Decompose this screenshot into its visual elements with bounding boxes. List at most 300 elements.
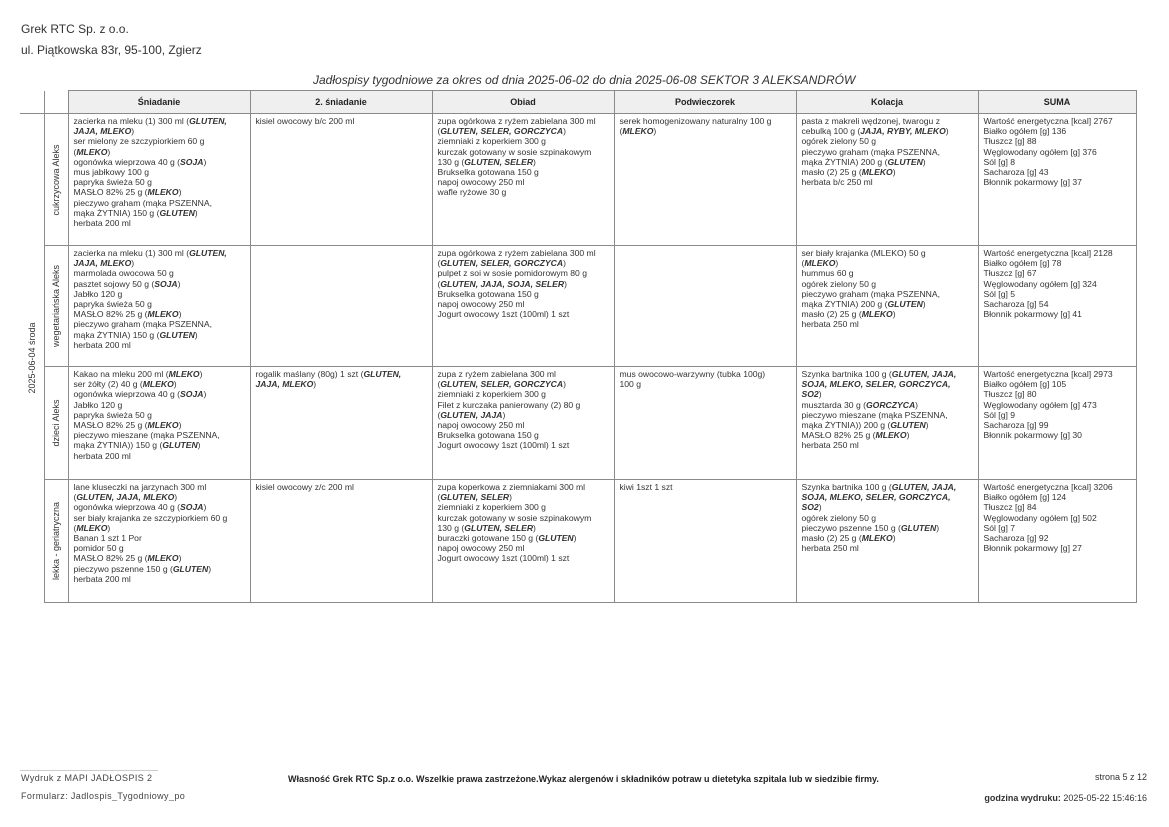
cell-text: Brukselka gotowana 150 g <box>437 288 539 299</box>
cell-line <box>802 379 974 389</box>
cell-line <box>984 410 1132 420</box>
cell-text: herbata b/c 250 ml <box>801 177 873 188</box>
diet-label: cukrzycowa Aleks <box>51 143 61 216</box>
column-header-breakfast: Śniadanie <box>68 91 250 114</box>
cell-line <box>74 420 246 430</box>
cell-text: ) <box>178 309 182 320</box>
cell-text: ) <box>818 502 822 513</box>
cell-text: Białko ogółem [g] 136 <box>983 126 1067 137</box>
cell-line <box>438 543 610 553</box>
allergen-text: MLEKO <box>147 553 179 564</box>
cell-text: Szynka bartnika 100 g ( <box>801 369 892 379</box>
cell-text: lane kluseczki na jarzynach 300 ml <box>73 482 207 492</box>
cell-text: Sacharoza [g] 99 <box>983 420 1049 431</box>
cell-line <box>74 410 246 420</box>
allergen-text: SO2 <box>801 389 819 400</box>
cell-line <box>438 379 610 389</box>
allergen-text: GLUTEN, JAJA, <box>891 482 957 492</box>
cell-line <box>984 147 1132 157</box>
allergen-text: MLEKO <box>804 258 836 269</box>
diet-label: lekka - geriatryczna <box>51 501 61 581</box>
cell-line <box>984 430 1132 440</box>
cell-text: Błonnik pokarmowy [g] 41 <box>983 309 1082 320</box>
cell-text: kisiel owocowy b/c 200 ml <box>255 116 355 126</box>
cell-text: serek homogenizowany naturalny 100 g <box>619 116 772 126</box>
column-header-second-breakfast: 2. śniadanie <box>250 91 432 114</box>
diet-label-cell <box>44 246 68 367</box>
cell-text: ) <box>653 126 657 137</box>
cell-text: Białko ogółem [g] 105 <box>983 379 1067 390</box>
cell-text: napoj owocowy 250 ml <box>437 420 525 431</box>
cell-line <box>438 523 610 533</box>
print-time-value: 2025-05-22 15:46:16 <box>1063 793 1147 803</box>
cell-line <box>438 513 610 523</box>
cell-text: ) <box>563 379 566 390</box>
column-header-lunch: Obiad <box>432 91 614 114</box>
cell-text: ) <box>174 492 178 503</box>
cell-text: 100 g <box>619 379 642 390</box>
allergen-text: SO2 <box>801 502 819 513</box>
meal-cell-afternoon-snack <box>614 367 796 480</box>
allergen-text: GLUTEN <box>887 156 923 167</box>
allergen-text: GLUTEN, <box>189 248 227 258</box>
allergen-text: JAJA, MLEKO <box>73 126 132 137</box>
diet-label-cell <box>44 114 68 246</box>
cell-text: Wartość energetyczna [kcal] 2973 <box>983 369 1113 379</box>
cell-text: ) <box>892 309 896 320</box>
cell-line <box>74 502 246 512</box>
allergen-text: MLEKO <box>622 126 654 137</box>
cell-text: Sacharoza [g] 43 <box>983 167 1049 178</box>
cell-line <box>438 430 610 440</box>
cell-text: ( <box>73 146 77 157</box>
cell-text: zacierka na mleku (1) 300 ml ( <box>73 248 190 258</box>
cell-text: ( <box>437 492 441 503</box>
allergen-text: MLEKO <box>147 187 179 198</box>
column-header-dinner: Kolacja <box>796 91 978 114</box>
cell-text: zupa ogórkowa z ryżem zabielana 300 ml <box>437 116 596 126</box>
cell-line <box>802 482 974 492</box>
cell-text: ) <box>203 156 207 167</box>
cell-line <box>802 543 974 553</box>
cell-line <box>74 492 246 502</box>
cell-text: pieczywo graham (mąka PSZENNA, <box>73 197 212 208</box>
cell-text: Kakao na mleku 200 ml ( <box>73 369 169 379</box>
footer-divider <box>20 770 158 771</box>
cell-text: masło (2) 25 g ( <box>801 533 862 544</box>
cell-line <box>984 482 1132 492</box>
cell-line <box>74 268 246 278</box>
meal-cell-afternoon-snack <box>614 114 796 246</box>
allergen-text: GLUTEN, SELER, GORCZYCA <box>440 379 564 390</box>
cell-text: herbata 200 ml <box>73 573 131 584</box>
cell-text: ) <box>936 522 940 533</box>
cell-line <box>74 167 246 177</box>
cell-text: pulpet z soi w sosie pomidorowym 80 g <box>437 268 588 279</box>
cell-line <box>984 389 1132 399</box>
cell-line <box>74 389 246 399</box>
cell-line <box>438 258 610 268</box>
cell-line <box>74 198 246 208</box>
cell-text: ) <box>203 502 207 513</box>
printout-source: Wydruk z MAPI JADŁOSPIS 2 <box>21 773 153 783</box>
cell-line <box>802 147 974 157</box>
cell-text: ser żółty (2) 40 g ( <box>73 379 143 390</box>
allergen-text: GLUTEN, SELER, GORCZYCA <box>440 258 564 269</box>
cell-text: Szynka bartnika 100 g ( <box>801 482 892 492</box>
cell-text: ) <box>892 533 896 544</box>
cell-text: Tłuszcz [g] 84 <box>983 502 1037 513</box>
cell-text: ) <box>197 440 201 451</box>
cell-text: Tłuszcz [g] 67 <box>983 268 1037 279</box>
cell-line <box>984 268 1132 278</box>
cell-text: ) <box>922 156 926 167</box>
allergen-text: MLEKO <box>168 369 200 379</box>
cell-line <box>802 502 974 512</box>
cell-text: pieczywo mieszane (mąka PSZENNA, <box>801 409 948 420</box>
cell-text: ) <box>177 278 181 289</box>
allergen-text: GLUTEN, <box>363 369 402 379</box>
cell-text: ( <box>437 126 441 137</box>
cell-text: pasta z makreli wędzonej, twarogu z <box>801 116 941 126</box>
cell-text: ( <box>437 409 441 420</box>
cell-line <box>74 440 246 450</box>
cell-text: napoj owocowy 250 ml <box>437 299 525 310</box>
meal-cell-breakfast <box>68 114 250 246</box>
allergen-text: MLEKO <box>861 167 893 178</box>
cell-text: ogonówka wieprzowa 40 g ( <box>73 502 181 513</box>
cell-line <box>984 523 1132 533</box>
cell-text: ser biały krajanka (MLEKO) 50 g <box>801 248 926 258</box>
cell-line <box>74 157 246 167</box>
cell-text: wafle ryżowe 30 g <box>437 187 507 198</box>
cell-text: mąka ŻYTNIA) 200 g ( <box>801 299 888 310</box>
allergen-text: MLEKO <box>76 146 108 157</box>
meal-cell-breakfast <box>68 480 250 603</box>
cell-line <box>802 116 974 126</box>
cell-line <box>984 400 1132 410</box>
cell-line <box>802 533 974 543</box>
cell-text: herbata 250 ml <box>801 440 859 451</box>
cell-text: ) <box>203 389 207 400</box>
table-row <box>20 114 1136 246</box>
cell-text: ) <box>131 258 135 269</box>
cell-text: herbata 200 ml <box>73 339 131 350</box>
allergen-text: GLUTEN, SELER, GORCZYCA <box>440 126 564 137</box>
cell-line <box>620 116 792 126</box>
cell-text: zacierka na mleku (1) 300 ml ( <box>73 116 190 126</box>
meal-cell-lunch <box>432 114 614 246</box>
cell-line <box>984 502 1132 512</box>
cell-line <box>74 177 246 187</box>
meal-cell-breakfast <box>68 246 250 367</box>
cell-line <box>74 116 246 126</box>
allergen-text: GLUTEN <box>159 329 195 340</box>
cell-text: MASŁO 82% 25 g ( <box>73 553 148 564</box>
cell-text: ) <box>835 258 839 269</box>
cell-text: ) <box>906 430 910 441</box>
cell-text: MASŁO 82% 25 g ( <box>73 420 148 431</box>
cell-text: Banan 1 szt 1 Por <box>73 533 142 544</box>
cell-line <box>256 379 428 389</box>
nutrition-sum-cell <box>978 480 1136 603</box>
cell-line <box>984 309 1132 319</box>
cell-text: cebulką 100 g ( <box>801 126 861 137</box>
meal-cell-dinner <box>796 480 978 603</box>
cell-text: ( <box>801 258 805 269</box>
cell-text: papryka świeża 50 g <box>73 409 152 420</box>
cell-text: napoj owocowy 250 ml <box>437 543 525 554</box>
cell-text: hummus 60 g <box>801 268 854 279</box>
allergen-text: GLUTEN, JAJA <box>440 409 503 420</box>
diet-label-cell <box>44 480 68 603</box>
table-row <box>20 367 1136 480</box>
cell-line <box>256 116 428 126</box>
cell-text: ziemniaki z koperkiem 300 g <box>437 389 546 400</box>
cell-line <box>74 400 246 410</box>
cell-text: ) <box>199 369 203 379</box>
cell-line <box>438 248 610 258</box>
cell-text: mąka ŻYTNIA)) 200 g ( <box>801 420 891 431</box>
cell-line <box>438 289 610 299</box>
cell-line <box>74 309 246 319</box>
cell-text: ) <box>502 409 506 420</box>
cell-text: Jabłko 120 g <box>73 288 123 299</box>
allergen-text: SOJA <box>180 389 204 400</box>
cell-line <box>802 369 974 379</box>
meal-cell-dinner <box>796 367 978 480</box>
day-label-cell <box>20 114 44 603</box>
day-label: 2025-06-04 środa <box>26 322 37 394</box>
cell-text: mąka ŻYTNIA) 150 g ( <box>73 329 160 340</box>
page-title: Jadłospisy tygodniowe za okres od dnia 2025-06-02 do dnia 2025-06-08 SEKTOR 3 ALEKSANDRÓW <box>313 73 856 87</box>
menu-grid <box>20 90 1136 603</box>
cell-line <box>984 248 1132 258</box>
cell-text: Błonnik pokarmowy [g] 30 <box>983 430 1082 441</box>
cell-line <box>802 513 974 523</box>
cell-text: ( <box>73 492 77 503</box>
cell-line <box>984 513 1132 523</box>
allergen-text: JAJA, MLEKO <box>255 379 314 390</box>
cell-text: ( <box>619 126 623 137</box>
cell-line <box>984 543 1132 553</box>
cell-line <box>984 369 1132 379</box>
cell-text: ) <box>194 329 198 340</box>
cell-line <box>620 126 792 136</box>
cell-text: ) <box>194 207 198 218</box>
nutrition-sum-cell <box>978 246 1136 367</box>
cell-text: Wartość energetyczna [kcal] 3206 <box>983 482 1113 492</box>
cell-line <box>802 248 974 258</box>
cell-line <box>74 218 246 228</box>
cell-text: ogonówka wieprzowa 40 g ( <box>73 389 181 400</box>
cell-line <box>74 279 246 289</box>
allergen-text: GLUTEN, SELER <box>464 156 534 167</box>
cell-text: ( <box>437 278 441 289</box>
page-number: strona 5 z 12 <box>1094 772 1147 782</box>
cell-text: ) <box>573 533 577 544</box>
cell-text: zupa ogórkowa z ryżem zabielana 300 ml <box>437 248 596 258</box>
cell-text: ) <box>178 553 182 564</box>
cell-text: kurczak gotowany w sosie szpinakowym <box>437 146 592 157</box>
allergen-text: GLUTEN, JAJA, <box>891 369 957 379</box>
cell-text: marmolada owocowa 50 g <box>73 268 174 279</box>
cell-text: Błonnik pokarmowy [g] 27 <box>983 543 1082 554</box>
cell-text: Sacharoza [g] 92 <box>983 533 1049 544</box>
cell-text: ) <box>922 299 926 310</box>
cell-text: kiwi 1szt 1 szt <box>619 482 673 492</box>
cell-line <box>984 420 1132 430</box>
header-spacer <box>20 91 44 114</box>
cell-line <box>438 279 610 289</box>
allergen-text: GLUTEN <box>538 533 574 544</box>
cell-text: Tłuszcz [g] 88 <box>983 136 1037 147</box>
cell-text: pieczywo graham (mąka PSZENNA, <box>73 319 212 330</box>
cell-text: zupa z ryżem zabielana 300 ml <box>437 369 556 379</box>
cell-text: ) <box>178 187 182 198</box>
cell-line <box>74 258 246 268</box>
cell-text: ziemniaki z koperkiem 300 g <box>437 502 546 513</box>
cell-line <box>802 279 974 289</box>
cell-line <box>438 502 610 512</box>
cell-text: ) <box>313 379 317 390</box>
cell-text: Błonnik pokarmowy [g] 37 <box>983 177 1082 188</box>
cell-line <box>984 379 1132 389</box>
cell-line <box>74 147 246 157</box>
header-row <box>20 91 1136 114</box>
allergen-text: SOJA, MLEKO, SELER, GORCZYCA, <box>801 492 951 503</box>
cell-text: Sól [g] 5 <box>983 288 1016 299</box>
cell-text: zupa koperkowa z ziemniakami 300 ml <box>437 482 586 492</box>
cell-text: ser mielony ze szczypiorkiem 60 g <box>73 136 205 147</box>
cell-text: ogórek zielony 50 g <box>801 278 877 289</box>
cell-line <box>438 177 610 187</box>
print-time <box>984 793 1147 803</box>
cell-text: ) <box>107 522 111 533</box>
allergen-text: JAJA, RYBY, MLEKO <box>860 126 946 137</box>
cell-text: buraczki gotowane 150 g ( <box>437 533 539 544</box>
cell-text: ) <box>925 420 929 431</box>
cell-text: Jogurt owocowy 1szt (100ml) 1 szt <box>437 440 570 451</box>
cell-text: ) <box>892 167 896 178</box>
cell-text: ) <box>509 492 513 503</box>
cell-text: Białko ogółem [g] 78 <box>983 258 1062 269</box>
cell-text: ) <box>107 146 111 157</box>
cell-text: Filet z kurczaka panierowany (2) 80 g <box>437 399 581 410</box>
nutrition-sum-cell <box>978 114 1136 246</box>
cell-line <box>802 157 974 167</box>
cell-line <box>74 136 246 146</box>
cell-text: Sacharoza [g] 54 <box>983 299 1049 310</box>
header-spacer <box>44 91 68 114</box>
allergen-text: SOJA <box>180 156 204 167</box>
cell-line <box>620 369 792 379</box>
cell-text: herbata 250 ml <box>801 319 859 330</box>
cell-line <box>74 379 246 389</box>
cell-text: papryka świeża 50 g <box>73 177 152 188</box>
cell-text: mąka ŻYTNIA)) 150 g ( <box>73 440 163 451</box>
allergen-text: GLUTEN <box>162 440 198 451</box>
cell-line <box>984 177 1132 187</box>
meal-cell-second-breakfast <box>250 246 432 367</box>
meal-cell-dinner <box>796 114 978 246</box>
cell-line <box>74 564 246 574</box>
diet-label: dzieci Aleks <box>51 399 61 447</box>
cell-line <box>984 299 1132 309</box>
cell-text: pieczywo graham (mąka PSZENNA, <box>801 146 940 157</box>
cell-line <box>802 268 974 278</box>
cell-text: ) <box>818 389 822 400</box>
diet-label: wegetariańska Aleks <box>51 264 61 348</box>
cell-line <box>438 440 610 450</box>
nutrition-sum-cell <box>978 367 1136 480</box>
cell-text: mus jabłkowy 100 g <box>73 167 149 178</box>
cell-line <box>438 126 610 136</box>
cell-line <box>438 147 610 157</box>
cell-text: ogonówka wieprzowa 40 g ( <box>73 156 181 167</box>
cell-line <box>438 482 610 492</box>
form-name: Formularz: Jadlospis_Tygodniowy_po <box>21 791 186 801</box>
allergen-text: GLUTEN <box>159 207 195 218</box>
cell-text: Węglowodany ogółem [g] 376 <box>983 146 1097 157</box>
cell-text: MASŁO 82% 25 g ( <box>73 187 148 198</box>
allergen-text: MLEKO <box>875 430 907 441</box>
cell-text: rogalik maślany (80g) 1 szt ( <box>255 369 364 379</box>
cell-line <box>984 289 1132 299</box>
cell-text: ( <box>437 379 441 390</box>
table-row <box>20 246 1136 367</box>
cell-text: kisiel owocowy z/c 200 ml <box>255 482 354 492</box>
cell-line <box>802 319 974 329</box>
cell-line <box>802 258 974 268</box>
cell-text: MASŁO 82% 25 g ( <box>801 430 876 441</box>
cell-line <box>984 533 1132 543</box>
cell-line <box>74 482 246 492</box>
cell-line <box>802 440 974 450</box>
cell-line <box>438 187 610 197</box>
cell-line <box>620 379 792 389</box>
cell-text: Wartość energetyczna [kcal] 2128 <box>983 248 1113 258</box>
cell-text: ) <box>563 258 566 269</box>
allergen-text: MLEKO <box>76 522 108 533</box>
cell-line <box>984 492 1132 502</box>
cell-text: ) <box>915 399 919 410</box>
allergen-text: GLUTEN, SELER <box>464 522 534 533</box>
cell-line <box>802 389 974 399</box>
cell-text: kurczak gotowany w sosie szpinakowym <box>437 512 592 523</box>
company-address: ul. Piątkowska 83r, 95-100, Zgierz <box>21 43 202 57</box>
cell-text: Węglowodany ogółem [g] 473 <box>983 399 1097 410</box>
allergen-text: GLUTEN, JAJA, SOJA, SELER <box>440 278 565 289</box>
meal-cell-lunch <box>432 246 614 367</box>
cell-line <box>438 420 610 430</box>
cell-text: herbata 200 ml <box>73 218 131 229</box>
allergen-text: GLUTEN, JAJA, MLEKO <box>76 492 175 503</box>
cell-line <box>984 157 1132 167</box>
allergen-text: JAJA, MLEKO <box>73 258 132 269</box>
copyright-notice: Własność Grek RTC Sp.z o.o. Wszelkie prawa zastrzeżone.Wykaz alergenów i składników potraw u dietetyka szpitala lub w siedzibie firmy. <box>288 774 879 784</box>
cell-line <box>984 116 1132 126</box>
cell-line <box>438 369 610 379</box>
cell-line <box>802 410 974 420</box>
cell-text: musztarda 30 g ( <box>801 399 866 410</box>
cell-line <box>74 451 246 461</box>
cell-line <box>74 553 246 563</box>
meal-cell-second-breakfast <box>250 480 432 603</box>
cell-line <box>620 482 792 492</box>
cell-text: ogórek zielony 50 g <box>801 136 877 147</box>
cell-text: ) <box>564 278 567 289</box>
